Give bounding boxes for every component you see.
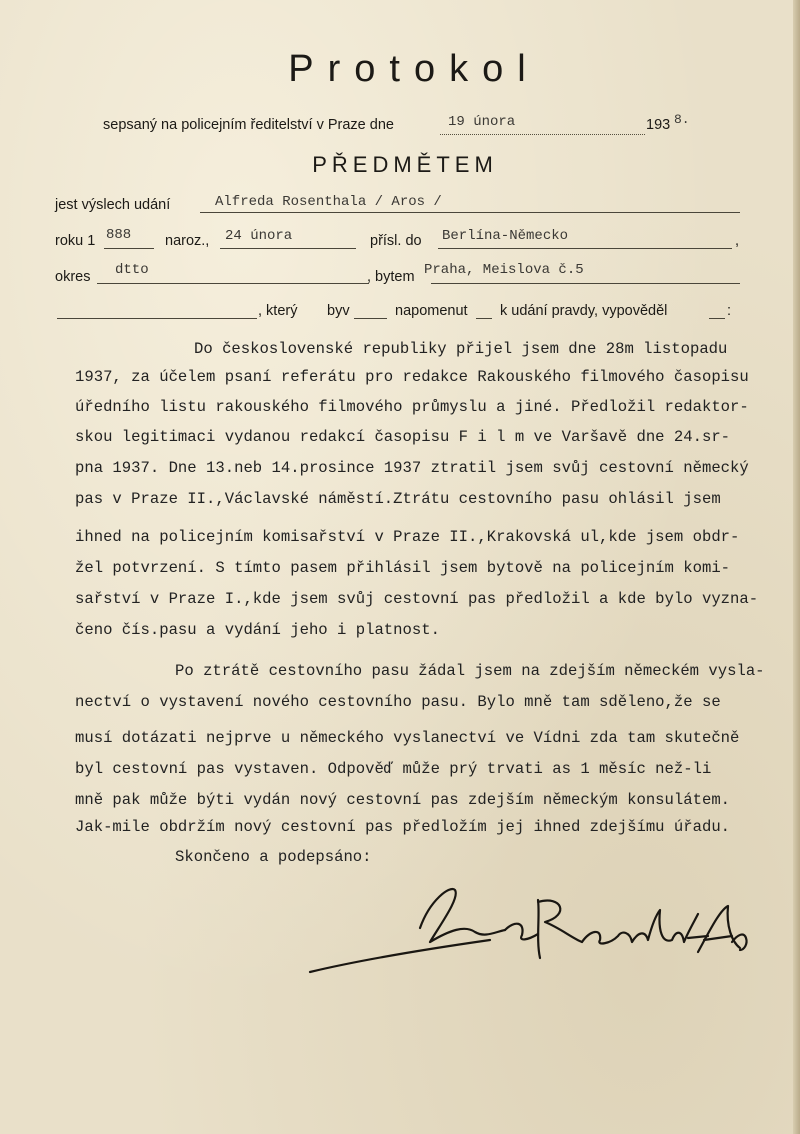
bytem-value: Praha, Meislova č.5 — [424, 262, 584, 278]
body-line: byl cestovní pas vystaven. Odpověď může prý trvati as 1 měsíc než-li — [75, 760, 712, 778]
roku-underline — [104, 248, 154, 249]
bytem-underline — [431, 283, 740, 284]
napomenut-underline — [476, 318, 492, 319]
body-line: úředního listu rakouského filmového průmyslu a jiné. Předložil redaktor- — [75, 398, 749, 416]
body-line: 1937, za účelem psaní referátu pro redakce Rakouského filmového časopisu — [75, 368, 749, 386]
subject-underline — [200, 212, 740, 213]
body-line: Do československé republiky přijel jsem dne 28m listopadu — [194, 340, 728, 358]
prisl-comma: , — [735, 233, 740, 249]
blank-underline — [57, 318, 257, 319]
body-line: žel potvrzení. S tímto pasem přihlásil jsem bytově na policejním komi- — [75, 559, 731, 577]
roku-value: 888 — [106, 227, 132, 243]
header-prefix: sepsaný na policejním ředitelství v Praze dne — [103, 117, 394, 133]
bytem-label: , bytem — [367, 269, 415, 285]
body-line: Po ztrátě cestovního pasu žádal jsem na zdejším německém vysla- — [175, 662, 765, 680]
byv-underline — [354, 318, 387, 319]
body-line: ihned na policejním komisařství v Praze II.,Krakovská ul,kde jsem obdr- — [75, 528, 740, 546]
roku-label: roku 1 — [55, 233, 96, 249]
okres-underline — [97, 283, 369, 284]
prisl-value: Berlína-Německo — [442, 228, 569, 244]
body-line: Skončeno a podepsáno: — [175, 848, 372, 866]
body-line: čeno čís.pasu a vydání jeho i platnost. — [75, 621, 440, 639]
signature — [300, 880, 750, 980]
prisl-underline — [438, 248, 732, 249]
year-suffix: 8. — [674, 112, 690, 127]
byv-label: byv — [327, 303, 350, 319]
subject-heading: PŘEDMĚTEM — [312, 152, 498, 177]
date-dotted-line — [440, 134, 645, 135]
date-value: 19 února — [448, 114, 516, 130]
body-line: nectví o vystavení nového cestovního pasu. Bylo mně tam sděleno,že se — [75, 693, 721, 711]
subject-value: Alfreda Rosenthala / Aros / — [215, 194, 442, 210]
napomenut-label: napomenut — [395, 303, 468, 319]
body-line: mně pak může býti vydán nový cestovní pas zdejším německým konsulátem. — [75, 791, 731, 809]
body-line: pna 1937. Dne 13.neb 14.prosince 1937 ztratil jsem svůj cestovní německý — [75, 459, 749, 477]
prisl-label: přísl. do — [370, 233, 422, 249]
vypovedel-underline — [709, 318, 725, 319]
body-line: skou legitimaci vydanou redakcí časopisu F i l m ve Varšavě dne 24.sr- — [75, 428, 731, 446]
vypovedel-colon: : — [727, 303, 732, 319]
naroz-label: naroz., — [165, 233, 210, 249]
body-line: musí dotázati nejprve u německého vyslanectví ve Vídni zda tam skutečně — [75, 729, 740, 747]
okres-label: okres — [55, 269, 91, 285]
body-line: pas v Praze II.,Václavské náměstí.Ztrátu cestovního pasu ohlásil jsem — [75, 490, 721, 508]
vypovedel-label: k udání pravdy, vypověděl — [500, 303, 668, 319]
subject-label: jest výslech udání — [55, 197, 171, 213]
body-line: sařství v Praze I.,kde jsem svůj cestovní pas předložil a kde bylo vyzna- — [75, 590, 759, 608]
okres-value: dtto — [115, 262, 149, 278]
document-title: Protokol — [288, 48, 540, 90]
ktery-label: , který — [258, 303, 298, 319]
naroz-underline — [220, 248, 356, 249]
body-line: Jak-mile obdržím nový cestovní pas předložím jej ihned zdejšímu úřadu. — [75, 818, 731, 836]
year-prefix: 193 — [646, 117, 671, 133]
naroz-value: 24 února — [225, 228, 293, 244]
